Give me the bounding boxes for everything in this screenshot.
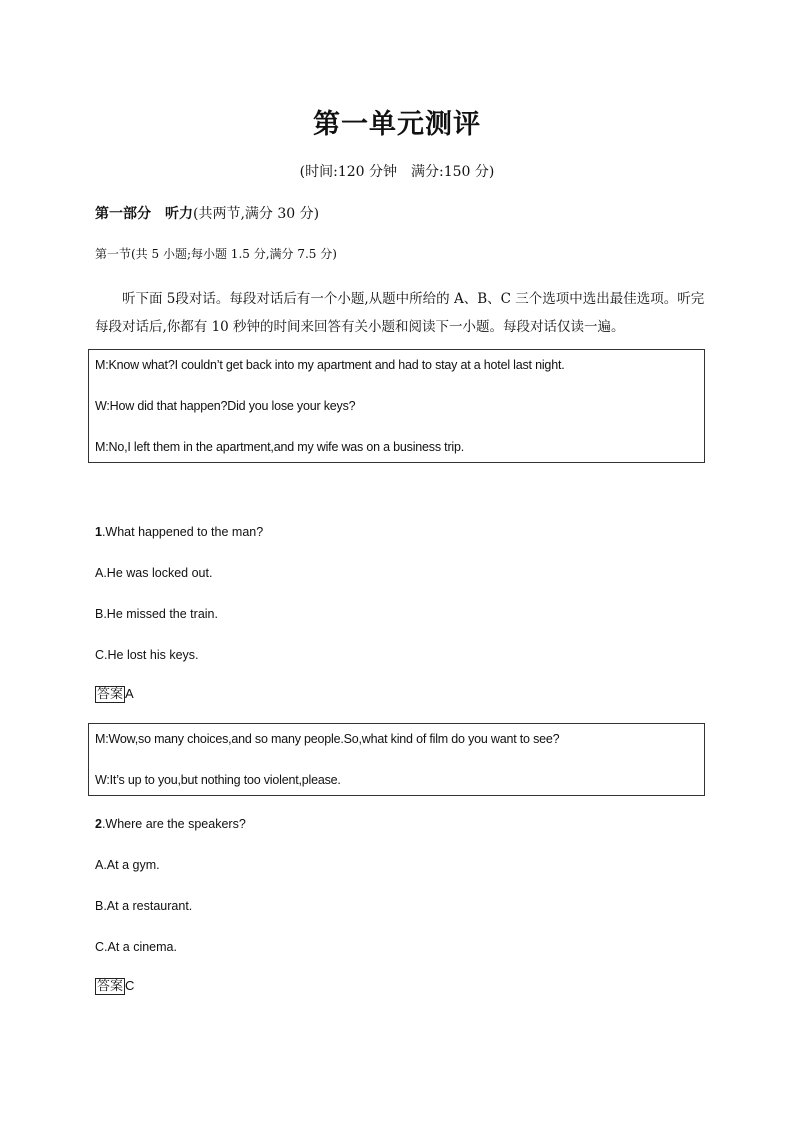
dialog-line: M:No,I left them in the apartment,and my wife was on a business trip. <box>95 440 465 454</box>
answer-label: 答案 <box>97 979 124 994</box>
option-b: B.At a restaurant. <box>95 899 193 913</box>
option-c: C.At a cinema. <box>95 940 177 954</box>
exam-time-score: (时间:120 分钟 满分:150 分) <box>299 164 495 180</box>
answer-label: 答案 <box>97 687 124 702</box>
part-detail: (共两节,满分 30 分) <box>193 206 320 222</box>
dialog-line: M:Know what?I couldn’t get back into my apartment and had to stay at a hotel last night. <box>95 358 565 372</box>
part-heading <box>95 203 319 223</box>
question-stem <box>95 817 246 831</box>
dialog-line: M:Wow,so many choices,and so many people.So,what kind of film do you want to see? <box>95 732 560 746</box>
answer-row <box>95 978 134 995</box>
question-text: .Where are the speakers? <box>101 817 246 831</box>
page-title: 第一单元测评 <box>313 109 481 140</box>
part-title: 听力 <box>165 206 193 222</box>
dialog-line: W:How did that happen?Did you lose your keys? <box>95 399 356 413</box>
dialog-line: W:It’s up to you,but nothing too violent,please. <box>95 773 341 787</box>
answer-row <box>95 686 134 703</box>
question-text: .What happened to the man? <box>101 525 264 539</box>
answer-value: C <box>125 978 135 993</box>
dialog-box <box>88 349 705 463</box>
part-name: 第一部分 <box>95 206 151 222</box>
option-c: C.He lost his keys. <box>95 648 199 662</box>
answer-value: A <box>125 686 134 701</box>
section-heading: 第一节(共 5 小题;每小题 1.5 分,满分 7.5 分) <box>95 247 337 261</box>
option-a: A.At a gym. <box>95 858 160 872</box>
instructions: 听下面 5段对话。每段对话后有一个小题,从题中所给的 A、B、C 三个选项中选出最佳选项。听完每段对话后,你都有 10 秒钟的时间来回答有关小题和阅读下一小题。每段对话仅读一遍。 <box>95 291 705 335</box>
question-number: 1 <box>95 525 102 539</box>
dialog-box <box>88 723 705 796</box>
question-number: 2 <box>95 817 102 831</box>
question-stem <box>95 525 263 539</box>
option-b: B.He missed the train. <box>95 607 218 621</box>
option-a: A.He was locked out. <box>95 566 213 580</box>
